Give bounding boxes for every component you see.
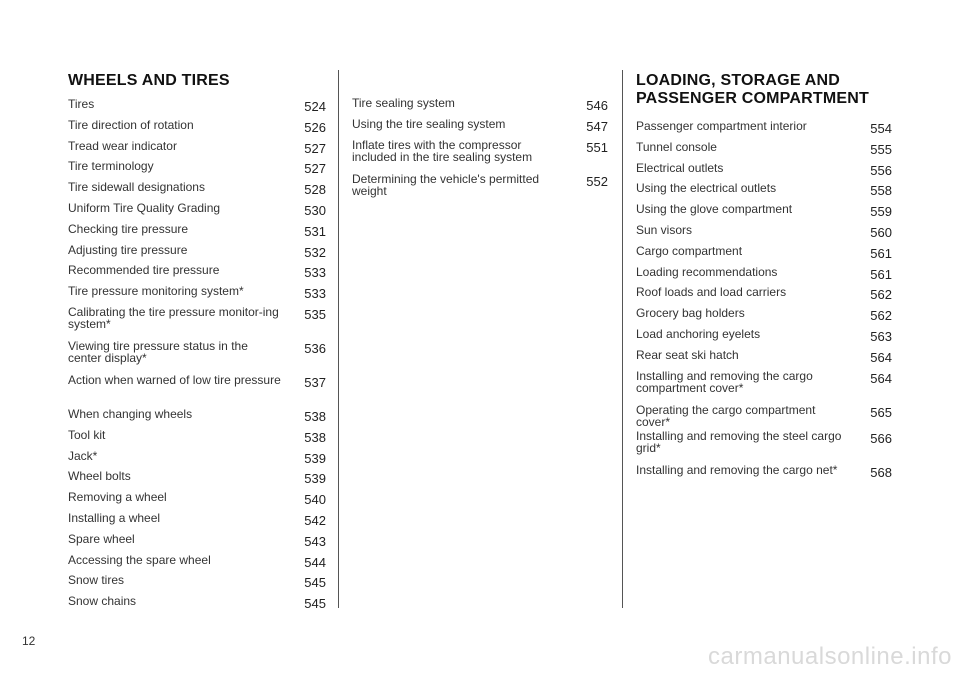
toc-entry-title: Snow tires [68,573,125,588]
toc-entry[interactable] [68,510,326,531]
toc-entry[interactable] [68,158,326,179]
toc-entry[interactable] [636,402,892,428]
column-divider [622,70,623,608]
toc-entry-page: 554 [870,121,892,136]
toc-entry-page: 545 [304,575,326,591]
toc-entry-title: Tread wear indicator [68,138,177,153]
toc-entry[interactable] [352,137,608,171]
toc-entry-page: 538 [304,429,326,445]
toc-entry[interactable] [636,201,892,222]
toc-entry-title: Cargo compartment [636,243,743,258]
toc-entry-title: Installing and removing the cargo net* [636,462,838,477]
toc-entry-page: 527 [304,140,326,156]
toc-entry[interactable] [352,95,608,116]
toc-entry-title: Tire sidewall designations [68,180,205,195]
toc-entry[interactable] [636,284,892,305]
toc-entry-page: 535 [304,306,326,322]
toc-entry-page: 562 [870,287,892,303]
toc-entry-page: 566 [870,430,892,446]
toc-entry-page: 531 [304,223,326,239]
toc-entry-title: Adjusting tire pressure [68,242,188,257]
toc-entry-page: 560 [870,224,892,240]
toc-entry-page: 532 [304,244,326,260]
toc-entry-page: 540 [304,492,326,508]
toc-entry-page: 545 [304,596,326,612]
toc-entry-page: 555 [870,141,892,157]
toc-list [636,118,892,482]
toc-entry[interactable] [636,462,892,483]
toc-entry[interactable] [68,338,326,372]
toc-entry[interactable] [68,593,326,614]
toc-entry-title: When changing wheels [68,406,193,421]
toc-entry-title: Installing and removing the steel cargo grid* [636,428,842,455]
toc-entry-title: Load anchoring eyelets [636,326,761,341]
toc-entry-title: Determining the vehicle's permitted weight [352,171,540,198]
toc-entry-title: Grocery bag holders [636,306,745,321]
toc-entry-page: 539 [304,471,326,487]
toc-entry-page: 558 [870,183,892,199]
toc-entry-title: Tire sealing system [352,96,455,110]
toc-entry-page: 568 [870,464,892,480]
toc-entry-page: 544 [304,554,326,570]
section-heading-loading-storage [636,72,892,108]
toc-entry-title: Viewing tire pressure status in the center display* [68,338,248,365]
toc-column-continued [352,95,608,205]
toc-entry-title: Tires [68,97,95,111]
toc-entry[interactable] [636,264,892,285]
toc-entry-page: 524 [304,99,326,114]
heading-line-2: PASSENGER COMPARTMENT [636,90,869,107]
toc-entry-page: 526 [304,119,326,135]
toc-entry-page: 537 [304,374,326,390]
toc-entry-page: 542 [304,512,326,528]
toc-entry[interactable] [636,139,892,160]
toc-entry-title: Jack* [68,448,98,463]
toc-entry[interactable] [68,242,326,263]
toc-entry-title: Installing a wheel [68,510,161,525]
toc-entry-page: 561 [870,266,892,282]
toc-entry-page: 533 [304,286,326,302]
toc-entry-page: 562 [870,308,892,324]
toc-entry[interactable] [68,406,326,427]
toc-entry[interactable] [68,489,326,510]
toc-entry-title: Tire direction of rotation [68,117,194,132]
toc-entry[interactable] [68,221,326,242]
toc-entry[interactable] [636,180,892,201]
toc-entry-page: 559 [870,204,892,220]
toc-entry[interactable] [68,304,326,338]
toc-entry[interactable] [68,572,326,593]
toc-entry-title: Tool kit [68,427,106,442]
toc-entry-title: Recommended tire pressure [68,263,220,278]
toc-entry-page: 547 [586,118,608,134]
toc-entry-title: Tire pressure monitoring system* [68,284,244,299]
column-divider [338,70,339,608]
toc-entry[interactable] [68,262,326,283]
toc-entry-page: 556 [870,162,892,178]
toc-entry[interactable] [636,118,892,139]
toc-entry-title: Accessing the spare wheel [68,552,211,567]
toc-entry-title: Roof loads and load carriers [636,285,787,300]
toc-entry-title: Loading recommendations [636,264,778,279]
toc-entry-page: 552 [586,173,608,189]
toc-entry-page: 536 [304,340,326,356]
toc-entry-title: Electrical outlets [636,160,724,175]
watermark-text: carmanualsonline.info [708,643,952,670]
toc-entry[interactable] [68,96,326,117]
toc-entry-page: 551 [586,139,608,155]
toc-entry[interactable] [68,448,326,469]
toc-entry-page: 546 [586,98,608,113]
toc-entry-title: Using the tire sealing system [352,116,506,131]
toc-entry-page: 533 [304,265,326,281]
toc-entry-page: 527 [304,161,326,177]
toc-entry[interactable] [68,200,326,221]
toc-entry-page: 564 [870,370,892,386]
toc-entry-title: Calibrating the tire pressure monitor-ing system* [68,304,279,331]
toc-entry[interactable] [68,468,326,489]
toc-entry[interactable] [636,305,892,326]
toc-entry-title: Passenger compartment interior [636,119,807,133]
toc-list [352,95,608,205]
toc-entry[interactable] [68,531,326,552]
section-heading-wheels-and-tires: WHEELS AND TIRES [68,72,230,89]
toc-entry[interactable] [636,326,892,347]
toc-entry-title: Snow chains [68,594,137,609]
toc-entry-page: 538 [304,408,326,424]
toc-entry-title: Action when warned of low tire pressure [68,372,281,387]
toc-entry-title: Inflate tires with the compressor included in the tire sealing system [352,137,533,164]
toc-entry-page: 564 [870,349,892,365]
toc-entry[interactable] [352,116,608,137]
toc-entry-title: Installing and removing the cargo compartment cover* [636,368,813,395]
toc-entry-page: 543 [304,533,326,549]
toc-entry-title: Uniform Tire Quality Grading [68,200,221,215]
toc-entry[interactable] [352,171,608,205]
toc-entry[interactable] [68,372,326,406]
toc-entry[interactable] [636,222,892,243]
toc-entry-title: Operating the cargo compartment cover* [636,402,816,429]
toc-entry-title: Using the electrical outlets [636,181,777,196]
toc-entry-page: 565 [870,404,892,420]
toc-entry[interactable] [636,368,892,402]
toc-entry-title: Rear seat ski hatch [636,347,739,362]
toc-entry-title: Sun visors [636,222,693,237]
toc-entry-page: 528 [304,182,326,198]
heading-line-1: LOADING, STORAGE AND [636,72,841,89]
toc-entry-title: Spare wheel [68,531,135,546]
toc-entry-page: 563 [870,328,892,344]
toc-entry-title: Removing a wheel [68,490,167,505]
toc-entry[interactable] [636,347,892,368]
toc-entry[interactable] [68,138,326,159]
toc-entry[interactable] [68,117,326,138]
toc-column-wheels-and-tires [68,72,326,614]
toc-entry[interactable] [636,428,892,462]
toc-entry-title: Tire terminology [68,159,154,174]
toc-entry-title: Using the glove compartment [636,202,793,217]
toc-entry-page: 561 [870,245,892,261]
toc-entry[interactable] [636,160,892,181]
toc-entry[interactable] [636,243,892,264]
toc-column-loading-storage [636,72,892,482]
toc-entry-page: 539 [304,450,326,466]
toc-entry[interactable] [68,552,326,573]
toc-entry[interactable] [68,283,326,304]
page-number: 12 [22,634,36,648]
toc-entry-title: Tunnel console [636,139,717,154]
toc-list [68,96,326,614]
toc-entry-title: Wheel bolts [68,469,131,484]
toc-entry-page: 530 [304,202,326,218]
toc-entry-title: Checking tire pressure [68,221,189,236]
toc-entry[interactable] [68,179,326,200]
toc-entry[interactable] [68,427,326,448]
